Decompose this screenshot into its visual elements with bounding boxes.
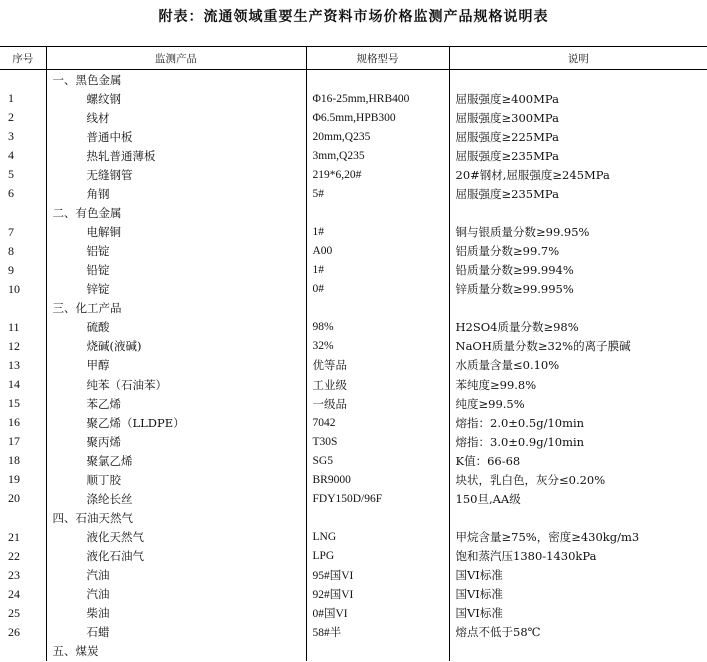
product-name: 硫酸: [46, 318, 306, 337]
desc-cell: 熔点不低于58℃: [449, 623, 707, 642]
spec-cell: [306, 508, 449, 527]
category-row: [0, 203, 707, 222]
spec-cell: 20mm,Q235: [306, 127, 449, 146]
row-number: [0, 508, 46, 527]
category-row: [0, 299, 707, 318]
table-row: [0, 394, 707, 413]
desc-cell: [449, 508, 707, 527]
desc-cell: 150旦,AA级: [449, 489, 707, 508]
desc-cell: 国VI标准: [449, 585, 707, 604]
table-row: [0, 470, 707, 489]
table-row: [0, 585, 707, 604]
spec-cell: FDY150D/96F: [306, 489, 449, 508]
product-name: 液化石油气: [46, 547, 306, 566]
product-name: 角钢: [46, 184, 306, 203]
category-row: [0, 508, 707, 527]
spec-cell: 7042: [306, 413, 449, 432]
row-number: 8: [8, 243, 14, 258]
row-number: 6: [8, 186, 14, 201]
table-row: [0, 432, 707, 451]
row-number: 22: [8, 548, 20, 563]
product-name: 汽油: [46, 566, 306, 585]
spec-cell: 5#: [306, 184, 449, 203]
spec-cell: 1#: [306, 261, 449, 280]
desc-cell: 熔指：3.0±0.9g/10min: [449, 432, 707, 451]
spec-cell: 0#: [306, 280, 449, 299]
spec-cell: T30S: [306, 432, 449, 451]
table-row: [0, 623, 707, 642]
desc-cell: [449, 642, 707, 661]
product-name: 二、有色金属: [46, 203, 306, 222]
row-number: 10: [8, 281, 20, 296]
spec-cell: 一级品: [306, 394, 449, 413]
desc-cell: 屈服强度≥400MPa: [449, 89, 707, 108]
product-name: 石蜡: [46, 623, 306, 642]
row-number: 4: [8, 148, 14, 163]
table-row: [0, 89, 707, 108]
desc-cell: [449, 203, 707, 222]
desc-cell: 国VI标准: [449, 604, 707, 623]
header-spec: 规格型号: [306, 47, 449, 70]
product-name: 柴油: [46, 604, 306, 623]
table-row: [0, 261, 707, 280]
spec-cell: 92#国VI: [306, 585, 449, 604]
product-name: 聚丙烯: [46, 432, 306, 451]
product-name: 甲醇: [46, 356, 306, 375]
table-row: [0, 604, 707, 623]
desc-cell: 20#钢材,屈服强度≥245MPa: [449, 165, 707, 184]
spec-cell: 1#: [306, 223, 449, 242]
desc-cell: 饱和蒸汽压1380-1430kPa: [449, 547, 707, 566]
table-header-row: [0, 47, 707, 70]
product-name: 铅锭: [46, 261, 306, 280]
table-row: [0, 566, 707, 585]
table-row: [0, 375, 707, 394]
table-row: [0, 108, 707, 127]
spec-cell: 219*6,20#: [306, 165, 449, 184]
table-row: [0, 528, 707, 547]
product-name: 线材: [46, 108, 306, 127]
row-number: 5: [8, 167, 14, 182]
table-row: [0, 451, 707, 470]
spec-cell: Φ6.5mm,HPB300: [306, 108, 449, 127]
spec-cell: [306, 299, 449, 318]
row-number: 2: [8, 110, 14, 125]
desc-cell: 甲烷含量≥75%，密度≥430kg/m3: [449, 528, 707, 547]
page-title: 附表：流通领域重要生产资料市场价格监测产品规格说明表: [158, 9, 549, 25]
desc-cell: H2SO4质量分数≥98%: [449, 318, 707, 337]
row-number: 13: [8, 357, 20, 372]
product-name: 普通中板: [46, 127, 306, 146]
product-name: 苯乙烯: [46, 394, 306, 413]
spec-cell: [306, 70, 449, 90]
row-number: 12: [8, 338, 20, 353]
row-number: [0, 299, 46, 318]
spec-table: [0, 46, 707, 661]
desc-cell: 屈服强度≥225MPa: [449, 127, 707, 146]
product-name: 四、石油天然气: [46, 508, 306, 527]
spec-cell: 0#国VI: [306, 604, 449, 623]
spec-cell: BR9000: [306, 470, 449, 489]
product-name: 烧碱(液碱): [46, 337, 306, 356]
spec-cell: 工业级: [306, 375, 449, 394]
table-row: [0, 489, 707, 508]
row-number: 14: [8, 377, 20, 392]
product-name: 顺丁胶: [46, 470, 306, 489]
table-row: [0, 337, 707, 356]
product-name: 锌锭: [46, 280, 306, 299]
row-number: [0, 642, 46, 661]
product-name: 五、煤炭: [46, 642, 306, 661]
table-row: [0, 146, 707, 165]
product-name: 聚氯乙烯: [46, 451, 306, 470]
product-name: 热轧普通薄板: [46, 146, 306, 165]
desc-cell: 铅质量分数≥99.994%: [449, 261, 707, 280]
header-seq: 序号: [0, 47, 46, 70]
desc-cell: 水质量含量≤0.10%: [449, 356, 707, 375]
spec-cell: 95#国VI: [306, 566, 449, 585]
product-name: 汽油: [46, 585, 306, 604]
row-number: [0, 203, 46, 222]
table-body: [0, 70, 707, 661]
desc-cell: [449, 70, 707, 90]
row-number: [0, 70, 46, 90]
header-product: 监测产品: [46, 47, 306, 70]
row-number: 9: [8, 262, 14, 277]
product-name: 电解铜: [46, 223, 306, 242]
desc-cell: 铝质量分数≥99.7%: [449, 242, 707, 261]
spec-cell: LNG: [306, 528, 449, 547]
table-row: [0, 223, 707, 242]
table-row: [0, 242, 707, 261]
spec-cell: 优等品: [306, 356, 449, 375]
table-row: [0, 127, 707, 146]
product-name: 铝锭: [46, 242, 306, 261]
desc-cell: 锌质量分数≥99.995%: [449, 280, 707, 299]
row-number: 24: [8, 586, 20, 601]
desc-cell: 块状，乳白色，灰分≤0.20%: [449, 470, 707, 489]
desc-cell: 铜与银质量分数≥99.95%: [449, 223, 707, 242]
product-name: 三、化工产品: [46, 299, 306, 318]
desc-cell: [449, 299, 707, 318]
row-number: 21: [8, 529, 20, 544]
spec-cell: A00: [306, 242, 449, 261]
row-number: 17: [8, 434, 20, 449]
row-number: 26: [8, 624, 20, 639]
row-number: 7: [8, 224, 14, 239]
spec-cell: [306, 642, 449, 661]
row-number: 1: [8, 91, 14, 106]
product-name: 液化天然气: [46, 528, 306, 547]
spec-cell: SG5: [306, 451, 449, 470]
category-row: [0, 642, 707, 661]
table-row: [0, 184, 707, 203]
row-number: 18: [8, 453, 20, 468]
table-row: [0, 280, 707, 299]
header-desc: 说明: [449, 47, 707, 70]
spec-cell: LPG: [306, 547, 449, 566]
row-number: 19: [8, 472, 20, 487]
table-row: [0, 547, 707, 566]
desc-cell: 屈服强度≥300MPa: [449, 108, 707, 127]
spec-cell: 3mm,Q235: [306, 146, 449, 165]
row-number: 3: [8, 129, 14, 144]
desc-cell: K值：66-68: [449, 451, 707, 470]
desc-cell: 纯度≥99.5%: [449, 394, 707, 413]
product-name: 一、黑色金属: [46, 70, 306, 90]
row-number: 11: [8, 319, 20, 334]
desc-cell: 熔指：2.0±0.5g/10min: [449, 413, 707, 432]
spec-cell: [306, 203, 449, 222]
product-name: 纯苯（石油苯）: [46, 375, 306, 394]
spec-cell: 32%: [306, 337, 449, 356]
product-name: 螺纹钢: [46, 89, 306, 108]
desc-cell: 苯纯度≥99.8%: [449, 375, 707, 394]
desc-cell: 屈服强度≥235MPa: [449, 146, 707, 165]
product-name: 无缝钢管: [46, 165, 306, 184]
table-row: [0, 318, 707, 337]
spec-cell: Φ16-25mm,HRB400: [306, 89, 449, 108]
desc-cell: 屈服强度≥235MPa: [449, 184, 707, 203]
row-number: 25: [8, 605, 20, 620]
table-row: [0, 356, 707, 375]
spec-cell: 58#半: [306, 623, 449, 642]
desc-cell: 国VI标准: [449, 566, 707, 585]
row-number: 23: [8, 567, 20, 582]
row-number: 20: [8, 491, 20, 506]
product-name: 涤纶长丝: [46, 489, 306, 508]
row-number: 16: [8, 415, 20, 430]
category-row: [0, 70, 707, 90]
spec-cell: 98%: [306, 318, 449, 337]
product-name: 聚乙烯（LLDPE）: [46, 413, 306, 432]
row-number: 15: [8, 396, 20, 411]
desc-cell: NaOH质量分数≥32%的离子膜碱: [449, 337, 707, 356]
table-row: [0, 413, 707, 432]
table-row: [0, 165, 707, 184]
